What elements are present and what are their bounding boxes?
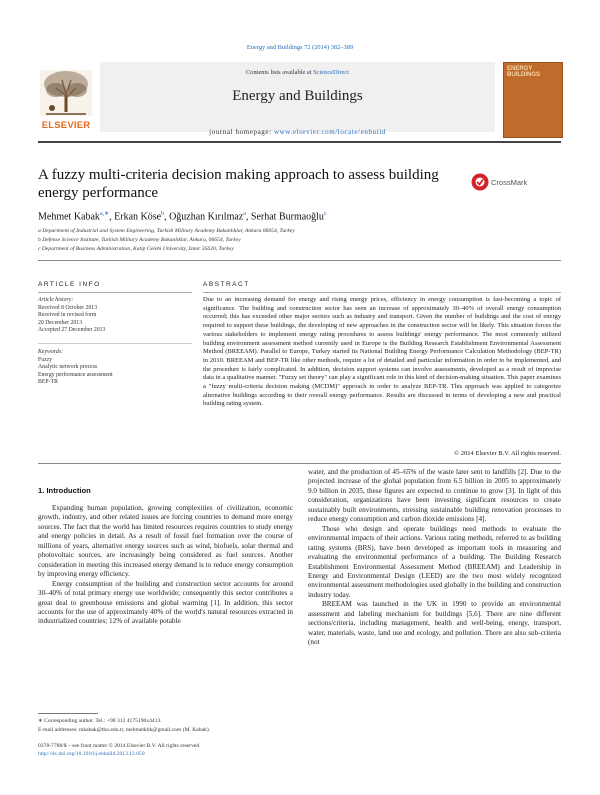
crossmark-label: CrossMark	[491, 178, 528, 187]
author-name[interactable]: Oğuzhan Kırılmaz	[169, 211, 244, 223]
crossmark-badge-icon[interactable]	[470, 172, 560, 192]
elsevier-wordmark: ELSEVIER	[41, 120, 91, 131]
corresponding-author-note: ∗ Corresponding author. Tel.: +90 312 4175190x4413.	[38, 718, 162, 724]
history-line: Received in revised form	[38, 312, 97, 318]
author-affil-marker[interactable]: a	[243, 211, 246, 217]
copyright-line: © 2014 Elsevier B.V. All rights reserved.	[454, 450, 561, 457]
header-rule	[38, 141, 561, 143]
author-name[interactable]: Mehmet Kabak	[38, 211, 100, 223]
affiliation-b: b Defense Science Institute, Turkish Military Academy Bakanlıklar, Ankara, 06654, Turkey	[38, 237, 241, 243]
body-rule	[38, 463, 561, 464]
history-line: 20 December 2013	[38, 319, 83, 326]
affiliation-c: c Department of Business Administration, Katip Celebi University, Izmir 35620, Turkey	[38, 246, 234, 252]
author-affil-marker[interactable]: a,∗	[99, 211, 110, 217]
sciencedirect-link[interactable]: ScienceDirect	[313, 69, 349, 76]
journal-title: Energy and Buildings	[232, 88, 363, 104]
homepage-link[interactable]: www.elsevier.com/locate/enbuild	[274, 128, 386, 136]
body-paragraph: Expanding human population, growing complexities of civilization, economic growth, industry, and other related issues are forcing countries to demand more energy sources. The fact that the world has limited resources requires countries to study energy and energy policies in detail. As a result of fossil fuel formation over the course of millions of years, alternative energy sources such as wind, biofuels, solar thermal and photovoltaic sources, are increasingly being considered as fuel sources. Another consideration in meeting this increased energy demand is to reduce energy consumption by improving energy efficiency.	[38, 504, 293, 579]
article-info-rule	[38, 292, 192, 293]
history-line: Accepted 27 December 2013	[38, 327, 106, 333]
body-column-left	[38, 504, 293, 627]
journal-reference[interactable]: Energy and Buildings 72 (2014) 382–389	[246, 44, 354, 51]
author-separator: ,	[245, 211, 251, 223]
issn-line: 0378-7788/$ – see front matter © 2014 Elsevier B.V. All rights reserved.	[38, 743, 201, 749]
author-affil-marker[interactable]: c	[323, 211, 327, 217]
section-rule	[38, 260, 561, 261]
cover-title-text: ENERGY BUILDINGS	[507, 66, 540, 78]
author-name[interactable]: Serhat Burmaoğlu	[250, 211, 324, 223]
body-paragraph: BREEAM was launched in the UK in 1990 to provide an environmental assessment and labeling mechanism for buildings [5,6]. There are nine different sections/criteria, including management, health and well-being, energy, transport, water, materials, waste, land use and ecology, and pollution. There are also sub-criteria (not	[308, 600, 561, 647]
author-separator: ,	[109, 211, 115, 223]
body-paragraph: Those who design and operate buildings need methods to evaluate the environmental impacts of their actions. Various rating methods, referred to as building rating systems (BRS), have been developed as important tools in measuring and evaluating the environmental performance of a building. The Building Research Establishment Environmental Assessment Method (BREEAM) and Leadership in Energy and Environmental Design (LEED) are the two most widely recognized environmental assessment methodologies used globally in the building and construction industry today.	[308, 524, 561, 599]
body-paragraph: water, and the production of 45–65% of the waste later sent to landfills [2]. Due to the projected increase of the global population from 6.5 billion in 2005 to approximately 9.0 billion in 2035, these figures are expected to continue to grow [3]. In light of this consideration, organizations have been investing significant resources to create sustainably built environments, stressing sustainable building renovation processes to reduce energy consumption and carbon dioxide emissions [4].	[308, 468, 561, 524]
keyword-item: Fuzzy	[38, 356, 53, 363]
author-separator: ,	[164, 211, 170, 223]
affiliation-a: a Department of Industrial and System Engineering, Turkish Military Academy Bakanlıklar, Ankara 06654, Turkey	[38, 228, 295, 234]
body-paragraph: Energy consumption of the building and construction sector accounts for around 30–40% of total primary energy use worldwide; consequently this sector contributes a great deal to greenhouse emissions and global warming [1]. In addition, this sector accounts for the use of approximately 40% of the world's natural resources extracted in industrialized countries; 12% of available potable	[38, 579, 293, 626]
author-list	[38, 210, 327, 222]
author-affil-marker[interactable]: b	[161, 211, 165, 217]
abstract-heading: ABSTRACT	[203, 281, 250, 288]
email-note[interactable]: E-mail addresses: mkabak@tho.edu.tr, mehmetkbk@gmail.com (M. Kabak).	[38, 727, 211, 733]
contents-prefix: Contents lists available at	[246, 69, 314, 76]
article-title: A fuzzy multi-criteria decision making approach to assess building energy performance	[38, 167, 439, 201]
contents-available-line	[100, 69, 495, 76]
history-label: Article history:	[38, 297, 74, 303]
doi-link[interactable]: http://dx.doi.org/10.1016/j.enbuild.2013.12.059	[38, 751, 145, 757]
journal-homepage-line	[100, 128, 495, 136]
keywords-rule	[38, 343, 192, 344]
footnote-rule	[38, 713, 98, 714]
abstract-rule	[203, 292, 561, 293]
introduction-heading: 1. Introduction	[38, 486, 91, 495]
homepage-label: journal homepage:	[209, 128, 274, 136]
abstract-body: Due to an increasing demand for energy and rising energy prices, efficiency in energy consumption is fast-becoming a topic of significance. The building and construction sector has seen an increase of approximately 30–40% of overall energy consumption occurred; this has exceeded other major sectors such as industry and transport. Given the number of buildings and the cost of energy required to support these buildings, the developing of new approaches in the construction sector will be likely. This situation forces the various stakeholders to implement energy rating procedures to assess buildings' energy performance. The most commonly utilized building environment assessment method currently used in Europe is the Building Research Establishment Environmental Assessment Method (BREEAM). Parallel to Europe, Turkey started its National Building Energy Performance Calculation Methodology (BEP-TR) in 2010. BREEAM and BEP-TR like other methods, require a lot of detailed and particular information in order to be implemented, and the procedure is fairly complicated. In addition, decision support systems can involve assessments, developed as a result of imprecise data in a qualitative manner. "Fuzzy set theory" can play a significant role in this kind of decision-making situation. This paper examines a "fuzzy multi-criteria decision making (MCDM)" approach in order to analyze BEP-TR. This approach was applied to categorize alternative buildings according to their overall energy performance. Results are discussed in terms of developing a new and practical building rating system.	[203, 296, 561, 408]
author-name[interactable]: Erkan Köse	[114, 211, 162, 223]
keyword-item: Analytic network process	[38, 364, 98, 370]
history-line: Received 8 October 2013	[38, 304, 98, 311]
keyword-item: Energy performance assessment	[38, 371, 113, 378]
keywords-label: Keywords:	[38, 349, 63, 355]
article-info-heading: ARTICLE INFO	[38, 281, 101, 288]
keyword-item: BEP-TR	[38, 379, 58, 385]
body-column-right	[308, 468, 561, 648]
